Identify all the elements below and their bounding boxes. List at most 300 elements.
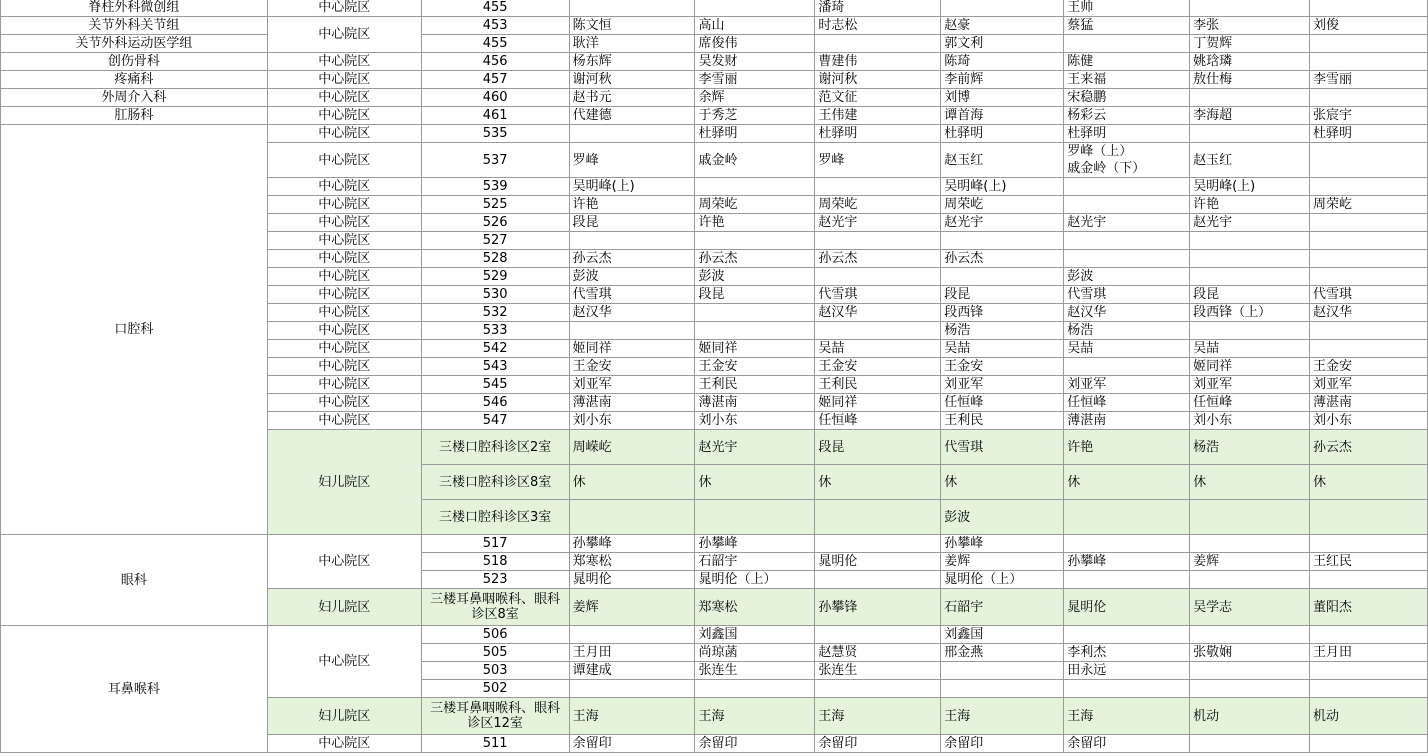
doctor-cell bbox=[569, 626, 695, 644]
doctor-cell: 姜辉 bbox=[941, 553, 1064, 571]
doctor-cell: 杨浩 bbox=[1190, 430, 1310, 465]
doctor-cell bbox=[569, 0, 695, 17]
doctor-cell: 杜驿明 bbox=[1310, 125, 1428, 143]
campus-cell: 中心院区 bbox=[267, 304, 421, 322]
doctor-cell: 张敬娴 bbox=[1190, 644, 1310, 662]
room-cell: 455 bbox=[421, 35, 569, 53]
doctor-cell: 杜驿明 bbox=[941, 125, 1064, 143]
doctor-cell: 陈琦 bbox=[941, 53, 1064, 71]
doctor-cell: 王海 bbox=[695, 698, 815, 735]
doctor-cell: 周荣屹 bbox=[815, 196, 941, 214]
doctor-cell: 刘亚军 bbox=[1310, 376, 1428, 394]
doctor-cell: 代雪琪 bbox=[815, 286, 941, 304]
doctor-cell bbox=[815, 268, 941, 286]
doctor-cell bbox=[1190, 250, 1310, 268]
doctor-cell: 休 bbox=[1190, 465, 1310, 500]
doctor-cell: 晁明伦（上） bbox=[695, 571, 815, 589]
doctor-cell: 王利民 bbox=[695, 376, 815, 394]
doctor-cell bbox=[695, 680, 815, 698]
doctor-cell: 刘俊 bbox=[1310, 17, 1428, 35]
doctor-cell: 刘小东 bbox=[695, 412, 815, 430]
doctor-cell bbox=[1190, 322, 1310, 340]
doctor-cell: 孙云杰 bbox=[569, 250, 695, 268]
doctor-cell: 代建德 bbox=[569, 107, 695, 125]
room-cell: 506 bbox=[421, 626, 569, 644]
doctor-cell bbox=[569, 322, 695, 340]
doctor-cell: 罗峰 bbox=[815, 143, 941, 178]
doctor-cell: 孙攀锋 bbox=[815, 589, 941, 626]
campus-cell: 妇儿院区 bbox=[267, 698, 421, 735]
doctor-cell: 段昆 bbox=[941, 286, 1064, 304]
doctor-cell bbox=[941, 232, 1064, 250]
doctor-cell: 姜辉 bbox=[569, 589, 695, 626]
doctor-cell: 姬同祥 bbox=[695, 340, 815, 358]
doctor-cell: 休 bbox=[1064, 465, 1190, 500]
doctor-cell: 薄湛南 bbox=[1064, 412, 1190, 430]
doctor-cell bbox=[815, 626, 941, 644]
doctor-cell: 余留印 bbox=[569, 735, 695, 753]
doctor-cell bbox=[1310, 214, 1428, 232]
doctor-cell: 吴明峰(上) bbox=[569, 178, 695, 196]
doctor-cell: 赵光宇 bbox=[695, 430, 815, 465]
doctor-cell: 彭波 bbox=[695, 268, 815, 286]
campus-cell: 中心院区 bbox=[267, 143, 421, 178]
doctor-cell bbox=[1064, 35, 1190, 53]
doctor-cell: 彭波 bbox=[569, 268, 695, 286]
room-cell: 453 bbox=[421, 17, 569, 35]
doctor-cell bbox=[1310, 35, 1428, 53]
doctor-cell: 刘鑫国 bbox=[941, 626, 1064, 644]
doctor-cell: 吴明峰(上) bbox=[941, 178, 1064, 196]
campus-cell: 中心院区 bbox=[267, 214, 421, 232]
doctor-cell bbox=[1064, 232, 1190, 250]
doctor-cell: 宋稳鹏 bbox=[1064, 89, 1190, 107]
doctor-cell: 范文征 bbox=[815, 89, 941, 107]
doctor-cell: 吴喆 bbox=[815, 340, 941, 358]
doctor-cell: 孙攀峰 bbox=[941, 535, 1064, 553]
doctor-cell: 彭波 bbox=[941, 500, 1064, 535]
department-cell: 外周介入科 bbox=[1, 89, 268, 107]
doctor-cell: 赵慧贤 bbox=[815, 644, 941, 662]
doctor-cell: 王利民 bbox=[815, 376, 941, 394]
doctor-cell bbox=[1190, 535, 1310, 553]
room-cell: 543 bbox=[421, 358, 569, 376]
doctor-cell: 尚琼菡 bbox=[695, 644, 815, 662]
doctor-cell: 段昆 bbox=[1190, 286, 1310, 304]
doctor-cell: 余辉 bbox=[695, 89, 815, 107]
doctor-cell: 赵汉华 bbox=[569, 304, 695, 322]
room-cell: 530 bbox=[421, 286, 569, 304]
campus-cell: 中心院区 bbox=[267, 250, 421, 268]
doctor-cell: 赵玉红 bbox=[1190, 143, 1310, 178]
campus-cell: 中心院区 bbox=[267, 394, 421, 412]
doctor-cell: 王伟建 bbox=[815, 107, 941, 125]
doctor-cell: 田永远 bbox=[1064, 662, 1190, 680]
doctor-cell: 陈文恒 bbox=[569, 17, 695, 35]
doctor-cell bbox=[569, 680, 695, 698]
room-cell: 526 bbox=[421, 214, 569, 232]
doctor-cell: 陈健 bbox=[1064, 53, 1190, 71]
doctor-cell: 任恒峰 bbox=[941, 394, 1064, 412]
room-cell: 523 bbox=[421, 571, 569, 589]
room-cell: 456 bbox=[421, 53, 569, 71]
doctor-cell bbox=[1310, 735, 1428, 753]
department-cell: 关节外科运动医学组 bbox=[1, 35, 268, 53]
doctor-cell: 于秀芝 bbox=[695, 107, 815, 125]
room-cell: 三楼口腔科诊区8室 bbox=[421, 465, 569, 500]
doctor-cell: 杜驿明 bbox=[815, 125, 941, 143]
campus-cell: 中心院区 bbox=[267, 268, 421, 286]
doctor-cell bbox=[1310, 500, 1428, 535]
doctor-cell bbox=[569, 232, 695, 250]
doctor-cell: 李雪丽 bbox=[695, 71, 815, 89]
doctor-cell bbox=[941, 662, 1064, 680]
room-cell: 461 bbox=[421, 107, 569, 125]
doctor-cell bbox=[1190, 735, 1310, 753]
doctor-cell bbox=[815, 35, 941, 53]
doctor-cell bbox=[1190, 662, 1310, 680]
table-row bbox=[1, 107, 1428, 125]
doctor-cell: 许艳 bbox=[569, 196, 695, 214]
doctor-cell: 罗峰（上） 戚金岭（下） bbox=[1064, 143, 1190, 178]
doctor-cell: 王月田 bbox=[1310, 644, 1428, 662]
doctor-cell bbox=[1190, 125, 1310, 143]
doctor-cell: 时志松 bbox=[815, 17, 941, 35]
doctor-cell: 段西锋（上） bbox=[1190, 304, 1310, 322]
doctor-cell: 姬同祥 bbox=[815, 394, 941, 412]
doctor-cell: 刘亚军 bbox=[1064, 376, 1190, 394]
doctor-cell: 谭首海 bbox=[941, 107, 1064, 125]
doctor-cell: 王海 bbox=[941, 698, 1064, 735]
campus-cell: 中心院区 bbox=[267, 196, 421, 214]
doctor-cell bbox=[1064, 358, 1190, 376]
campus-cell: 中心院区 bbox=[267, 232, 421, 250]
doctor-cell bbox=[815, 322, 941, 340]
doctor-cell: 李前辉 bbox=[941, 71, 1064, 89]
doctor-cell bbox=[695, 232, 815, 250]
doctor-cell bbox=[1190, 500, 1310, 535]
room-cell: 537 bbox=[421, 143, 569, 178]
department-cell: 疼痛科 bbox=[1, 71, 268, 89]
campus-cell: 中心院区 bbox=[267, 125, 421, 143]
campus-cell: 中心院区 bbox=[267, 17, 421, 53]
doctor-cell: 孙云杰 bbox=[815, 250, 941, 268]
campus-cell: 中心院区 bbox=[267, 89, 421, 107]
campus-cell: 中心院区 bbox=[267, 107, 421, 125]
doctor-cell: 机动 bbox=[1310, 698, 1428, 735]
doctor-cell: 刘亚军 bbox=[569, 376, 695, 394]
room-cell: 546 bbox=[421, 394, 569, 412]
doctor-cell: 段昆 bbox=[569, 214, 695, 232]
campus-cell: 中心院区 bbox=[267, 322, 421, 340]
doctor-cell: 杨浩 bbox=[1064, 322, 1190, 340]
doctor-cell: 罗峰 bbox=[569, 143, 695, 178]
doctor-cell bbox=[941, 680, 1064, 698]
doctor-cell bbox=[1064, 500, 1190, 535]
room-cell: 460 bbox=[421, 89, 569, 107]
doctor-cell: 周荣屹 bbox=[1310, 196, 1428, 214]
doctor-cell bbox=[1310, 250, 1428, 268]
doctor-cell: 王来福 bbox=[1064, 71, 1190, 89]
doctor-cell: 李利杰 bbox=[1064, 644, 1190, 662]
doctor-cell: 刘博 bbox=[941, 89, 1064, 107]
doctor-cell: 李雪丽 bbox=[1310, 71, 1428, 89]
doctor-cell: 代雪琪 bbox=[941, 430, 1064, 465]
department-cell: 口腔科 bbox=[1, 125, 268, 535]
doctor-cell: 王海 bbox=[1064, 698, 1190, 735]
campus-cell: 中心院区 bbox=[267, 735, 421, 753]
doctor-cell bbox=[1064, 196, 1190, 214]
doctor-cell: 蔡猛 bbox=[1064, 17, 1190, 35]
doctor-cell: 孙云杰 bbox=[1310, 430, 1428, 465]
doctor-cell: 晁明伦 bbox=[569, 571, 695, 589]
doctor-cell: 薄湛南 bbox=[1310, 394, 1428, 412]
doctor-cell: 休 bbox=[941, 465, 1064, 500]
doctor-cell: 吴喆 bbox=[1190, 340, 1310, 358]
doctor-cell: 赵光宇 bbox=[815, 214, 941, 232]
doctor-cell: 任恒峰 bbox=[1190, 394, 1310, 412]
doctor-cell: 王利民 bbox=[941, 412, 1064, 430]
table-row bbox=[1, 53, 1428, 71]
campus-cell: 中心院区 bbox=[267, 358, 421, 376]
doctor-cell: 任恒峰 bbox=[1064, 394, 1190, 412]
doctor-cell: 代雪琪 bbox=[1064, 286, 1190, 304]
doctor-cell: 赵光宇 bbox=[1064, 214, 1190, 232]
doctor-cell: 王金安 bbox=[1310, 358, 1428, 376]
doctor-cell: 姬同祥 bbox=[1190, 358, 1310, 376]
doctor-cell: 吴喆 bbox=[941, 340, 1064, 358]
doctor-cell: 刘鑫国 bbox=[695, 626, 815, 644]
doctor-cell: 刘亚军 bbox=[1190, 376, 1310, 394]
room-cell: 511 bbox=[421, 735, 569, 753]
doctor-cell: 李海超 bbox=[1190, 107, 1310, 125]
doctor-cell: 李张 bbox=[1190, 17, 1310, 35]
doctor-cell: 戚金岭 bbox=[695, 143, 815, 178]
room-cell: 539 bbox=[421, 178, 569, 196]
doctor-cell bbox=[815, 535, 941, 553]
room-cell: 535 bbox=[421, 125, 569, 143]
doctor-cell: 王月田 bbox=[569, 644, 695, 662]
doctor-cell: 孙攀峰 bbox=[569, 535, 695, 553]
doctor-cell: 余留印 bbox=[695, 735, 815, 753]
doctor-cell: 王海 bbox=[815, 698, 941, 735]
doctor-cell bbox=[1310, 340, 1428, 358]
room-cell: 455 bbox=[421, 0, 569, 17]
campus-cell: 中心院区 bbox=[267, 535, 421, 589]
doctor-cell: 杨东辉 bbox=[569, 53, 695, 71]
doctor-cell bbox=[1190, 0, 1310, 17]
room-cell: 529 bbox=[421, 268, 569, 286]
room-cell: 三楼口腔科诊区2室 bbox=[421, 430, 569, 465]
doctor-cell: 刘小东 bbox=[1190, 412, 1310, 430]
doctor-cell bbox=[1310, 662, 1428, 680]
table-row bbox=[1, 0, 1428, 17]
doctor-cell: 周嵘屹 bbox=[569, 430, 695, 465]
campus-cell: 中心院区 bbox=[267, 71, 421, 89]
doctor-cell: 杨彩云 bbox=[1064, 107, 1190, 125]
doctor-cell: 任恒峰 bbox=[815, 412, 941, 430]
room-cell: 542 bbox=[421, 340, 569, 358]
doctor-cell bbox=[815, 178, 941, 196]
doctor-cell: 段昆 bbox=[815, 430, 941, 465]
room-cell: 547 bbox=[421, 412, 569, 430]
doctor-cell: 谢河秋 bbox=[569, 71, 695, 89]
doctor-cell bbox=[1310, 89, 1428, 107]
doctor-cell: 许艳 bbox=[1190, 196, 1310, 214]
table-row bbox=[1, 71, 1428, 89]
table-row bbox=[1, 535, 1428, 553]
doctor-cell: 机动 bbox=[1190, 698, 1310, 735]
doctor-cell: 曹建伟 bbox=[815, 53, 941, 71]
room-cell: 502 bbox=[421, 680, 569, 698]
doctor-cell: 余留印 bbox=[1064, 735, 1190, 753]
room-cell: 503 bbox=[421, 662, 569, 680]
doctor-cell: 孙攀峰 bbox=[695, 535, 815, 553]
doctor-cell: 王金安 bbox=[569, 358, 695, 376]
doctor-cell: 休 bbox=[815, 465, 941, 500]
doctor-cell bbox=[695, 500, 815, 535]
doctor-cell: 杜驿明 bbox=[695, 125, 815, 143]
doctor-cell bbox=[1190, 571, 1310, 589]
doctor-cell bbox=[1064, 680, 1190, 698]
room-cell: 533 bbox=[421, 322, 569, 340]
doctor-cell: 王金安 bbox=[941, 358, 1064, 376]
doctor-cell bbox=[1190, 268, 1310, 286]
table-row bbox=[1, 125, 1428, 143]
doctor-cell: 薄湛南 bbox=[695, 394, 815, 412]
doctor-cell: 吴发财 bbox=[695, 53, 815, 71]
campus-cell: 中心院区 bbox=[267, 376, 421, 394]
doctor-cell bbox=[1310, 53, 1428, 71]
doctor-cell bbox=[1310, 571, 1428, 589]
doctor-cell: 赵汉华 bbox=[1064, 304, 1190, 322]
doctor-cell: 郑寒松 bbox=[695, 589, 815, 626]
doctor-cell bbox=[1310, 178, 1428, 196]
doctor-cell bbox=[1064, 626, 1190, 644]
room-cell: 528 bbox=[421, 250, 569, 268]
doctor-cell: 余留印 bbox=[941, 735, 1064, 753]
doctor-cell: 赵玉红 bbox=[941, 143, 1064, 178]
campus-cell: 妇儿院区 bbox=[267, 430, 421, 535]
doctor-cell bbox=[569, 500, 695, 535]
doctor-cell: 休 bbox=[695, 465, 815, 500]
room-cell: 518 bbox=[421, 553, 569, 571]
department-cell: 肛肠科 bbox=[1, 107, 268, 125]
doctor-cell bbox=[1190, 232, 1310, 250]
doctor-cell: 刘小东 bbox=[1310, 412, 1428, 430]
doctor-cell: 席俊伟 bbox=[695, 35, 815, 53]
doctor-cell: 许艳 bbox=[695, 214, 815, 232]
doctor-cell: 赵汉华 bbox=[815, 304, 941, 322]
doctor-cell bbox=[815, 232, 941, 250]
doctor-cell bbox=[1310, 535, 1428, 553]
campus-cell: 中心院区 bbox=[267, 0, 421, 17]
doctor-cell: 张连生 bbox=[695, 662, 815, 680]
doctor-cell: 晁明伦 bbox=[815, 553, 941, 571]
doctor-cell: 董阳杰 bbox=[1310, 589, 1428, 626]
doctor-cell bbox=[815, 571, 941, 589]
doctor-cell: 许艳 bbox=[1064, 430, 1190, 465]
doctor-cell bbox=[1310, 322, 1428, 340]
room-cell: 525 bbox=[421, 196, 569, 214]
doctor-cell: 薄湛南 bbox=[569, 394, 695, 412]
doctor-cell bbox=[1190, 626, 1310, 644]
doctor-cell bbox=[1064, 535, 1190, 553]
campus-cell: 中心院区 bbox=[267, 626, 421, 698]
room-cell: 三楼口腔科诊区3室 bbox=[421, 500, 569, 535]
doctor-cell: 赵豪 bbox=[941, 17, 1064, 35]
doctor-cell: 王帅 bbox=[1064, 0, 1190, 17]
doctor-cell bbox=[815, 680, 941, 698]
campus-cell: 中心院区 bbox=[267, 53, 421, 71]
doctor-cell: 代雪琪 bbox=[1310, 286, 1428, 304]
doctor-cell: 高山 bbox=[695, 17, 815, 35]
department-cell: 耳鼻喉科 bbox=[1, 626, 268, 753]
doctor-cell bbox=[1190, 680, 1310, 698]
doctor-cell: 赵书元 bbox=[569, 89, 695, 107]
doctor-cell: 吴学志 bbox=[1190, 589, 1310, 626]
doctor-cell bbox=[1310, 626, 1428, 644]
doctor-cell: 孙云杰 bbox=[695, 250, 815, 268]
campus-cell: 中心院区 bbox=[267, 286, 421, 304]
doctor-cell: 余留印 bbox=[815, 735, 941, 753]
table-row bbox=[1, 17, 1428, 35]
table-row bbox=[1, 89, 1428, 107]
doctor-cell: 姚琀璘 bbox=[1190, 53, 1310, 71]
doctor-cell bbox=[695, 322, 815, 340]
doctor-cell bbox=[569, 125, 695, 143]
doctor-cell: 休 bbox=[569, 465, 695, 500]
doctor-cell: 耿洋 bbox=[569, 35, 695, 53]
doctor-cell bbox=[695, 0, 815, 17]
doctor-cell: 刘小东 bbox=[569, 412, 695, 430]
doctor-cell bbox=[1064, 178, 1190, 196]
doctor-cell: 孙攀峰 bbox=[1064, 553, 1190, 571]
doctor-cell: 王金安 bbox=[695, 358, 815, 376]
doctor-cell: 石韶宇 bbox=[941, 589, 1064, 626]
doctor-cell: 石韶宇 bbox=[695, 553, 815, 571]
doctor-cell: 赵光宇 bbox=[941, 214, 1064, 232]
doctor-cell: 邢金燕 bbox=[941, 644, 1064, 662]
doctor-cell bbox=[695, 304, 815, 322]
doctor-cell: 周荣屹 bbox=[941, 196, 1064, 214]
doctor-cell: 王金安 bbox=[815, 358, 941, 376]
room-cell: 505 bbox=[421, 644, 569, 662]
doctor-cell: 晁明伦 bbox=[1064, 589, 1190, 626]
doctor-cell: 姬同祥 bbox=[569, 340, 695, 358]
doctor-cell bbox=[1310, 232, 1428, 250]
doctor-cell: 刘亚军 bbox=[941, 376, 1064, 394]
room-cell: 517 bbox=[421, 535, 569, 553]
doctor-cell: 王红民 bbox=[1310, 553, 1428, 571]
doctor-cell: 郭文利 bbox=[941, 35, 1064, 53]
department-cell: 创伤骨科 bbox=[1, 53, 268, 71]
doctor-cell: 杜驿明 bbox=[1064, 125, 1190, 143]
doctor-cell: 姜辉 bbox=[1190, 553, 1310, 571]
doctor-cell bbox=[1064, 571, 1190, 589]
doctor-cell bbox=[941, 0, 1064, 17]
doctor-cell: 段西锋 bbox=[941, 304, 1064, 322]
doctor-cell: 谭建成 bbox=[569, 662, 695, 680]
doctor-cell: 郑寒松 bbox=[569, 553, 695, 571]
doctor-cell: 潘琦 bbox=[815, 0, 941, 17]
room-cell: 545 bbox=[421, 376, 569, 394]
doctor-cell: 休 bbox=[1310, 465, 1428, 500]
department-cell: 关节外科关节组 bbox=[1, 17, 268, 35]
doctor-cell: 孙云杰 bbox=[941, 250, 1064, 268]
doctor-cell: 周荣屹 bbox=[695, 196, 815, 214]
doctor-cell: 代雪琪 bbox=[569, 286, 695, 304]
